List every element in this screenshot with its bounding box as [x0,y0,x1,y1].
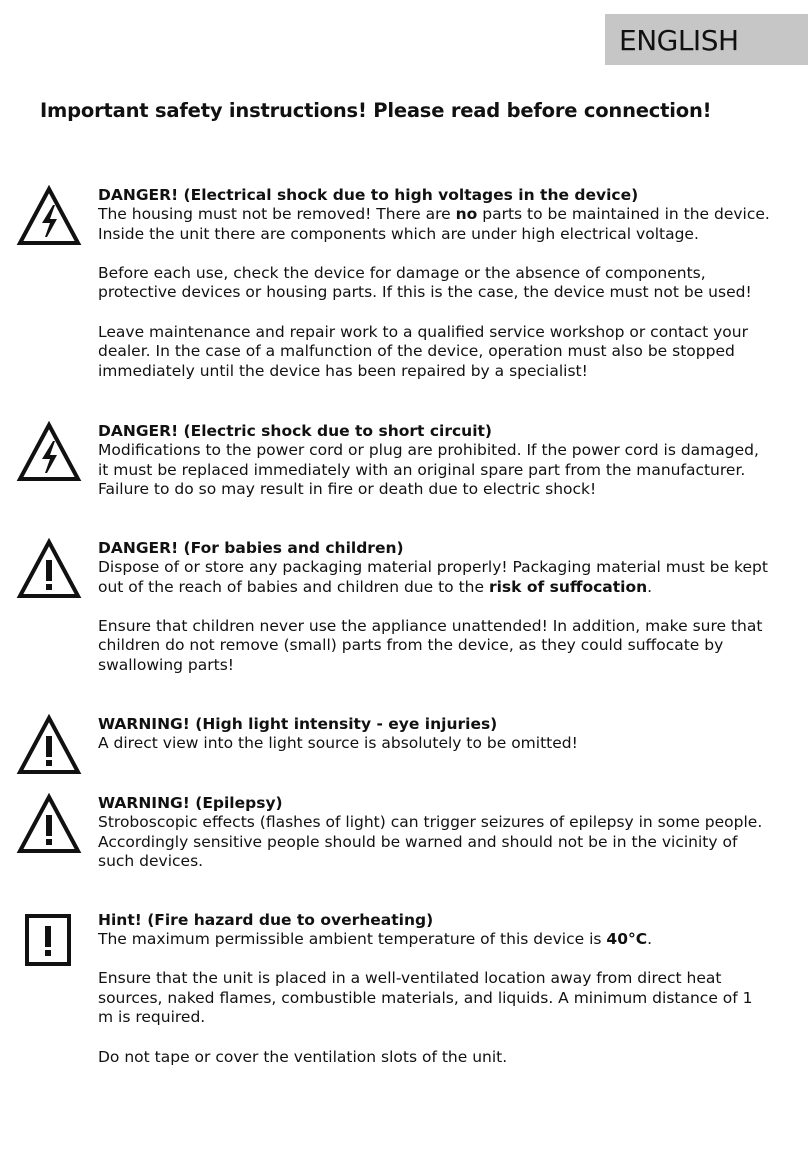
high-voltage-warning-icon [16,421,82,487]
section-paragraph: Leave maintenance and repair work to a qualified service workshop or contact your dealer. In the case of a malfunction of the device, operation must also be stopped immediately until the device has been repaired by a specialist! [98,322,748,380]
section-body [98,910,770,1067]
section-paragraph: Do not tape or cover the ventilation slots of the unit. [98,1047,508,1066]
section-heading: DANGER! (Electrical shock due to high voltages in the device) [98,186,639,204]
exclamation-warning-icon [16,714,82,780]
exclamation-warning-icon [16,793,82,859]
section-paragraph: Stroboscopic effects (flashes of light) can trigger seizures of epilepsy in some people. Accordingly sensitive people should be warned and should not be in the vicinity of such devices. [98,813,763,871]
exclamation-hint-icon [16,910,82,976]
language-tab: ENGLISH [605,14,808,65]
section-paragraph: A direct view into the light source is absolutely to be omitted! [98,734,578,752]
section-paragraph: Ensure that the unit is placed in a well-ventilated location away from direct heat sources, naked flames, combustible materials, and liquids. A minimum distance of 1 m is required. [98,969,753,1027]
section-paragraph: Ensure that children never use the appliance unattended! In addition, make sure that children do not remove (small) parts from the device, as they could suffocate by swallowing parts! [98,616,763,674]
section-heading: Hint! (Fire hazard due to overheating) [98,911,434,929]
section-heading: WARNING! (Epilepsy) [98,794,283,812]
section-paragraph: Modifications to the power cord or plug are prohibited. If the power cord is damaged, it must be replaced immediately with an original spare part from the manufacturer. Failure to do so may result in fire or death due to electric shock! [98,441,759,499]
high-voltage-warning-icon [16,185,82,251]
section-heading: DANGER! (For babies and children) [98,539,404,557]
section-body [98,185,770,381]
section-heading: DANGER! (Electric shock due to short circuit) [98,422,493,440]
section-heading: WARNING! (High light intensity - eye injuries) [98,715,498,733]
section-paragraph: Before each use, check the device for damage or the absence of components, protective devices or housing parts. If this is the case, the device must not be used! [98,263,752,302]
section-body [98,421,770,500]
section-body [98,538,770,676]
section-paragraph: The maximum permissible ambient temperature of this device is 40°C. [98,930,653,948]
section-paragraph: Dispose of or store any packaging material properly! Packaging material must be kept out of the reach of babies and children due to the risk of suffocation. [98,558,768,596]
section-paragraph: The housing must not be removed! There are no parts to be maintained in the device. Inside the unit there are components which are under high electrical voltage. [98,205,770,243]
exclamation-warning-icon [16,538,82,604]
section-body [98,714,770,754]
section-body [98,793,770,872]
page-title: Important safety instructions! Please read before connection! [40,99,712,122]
